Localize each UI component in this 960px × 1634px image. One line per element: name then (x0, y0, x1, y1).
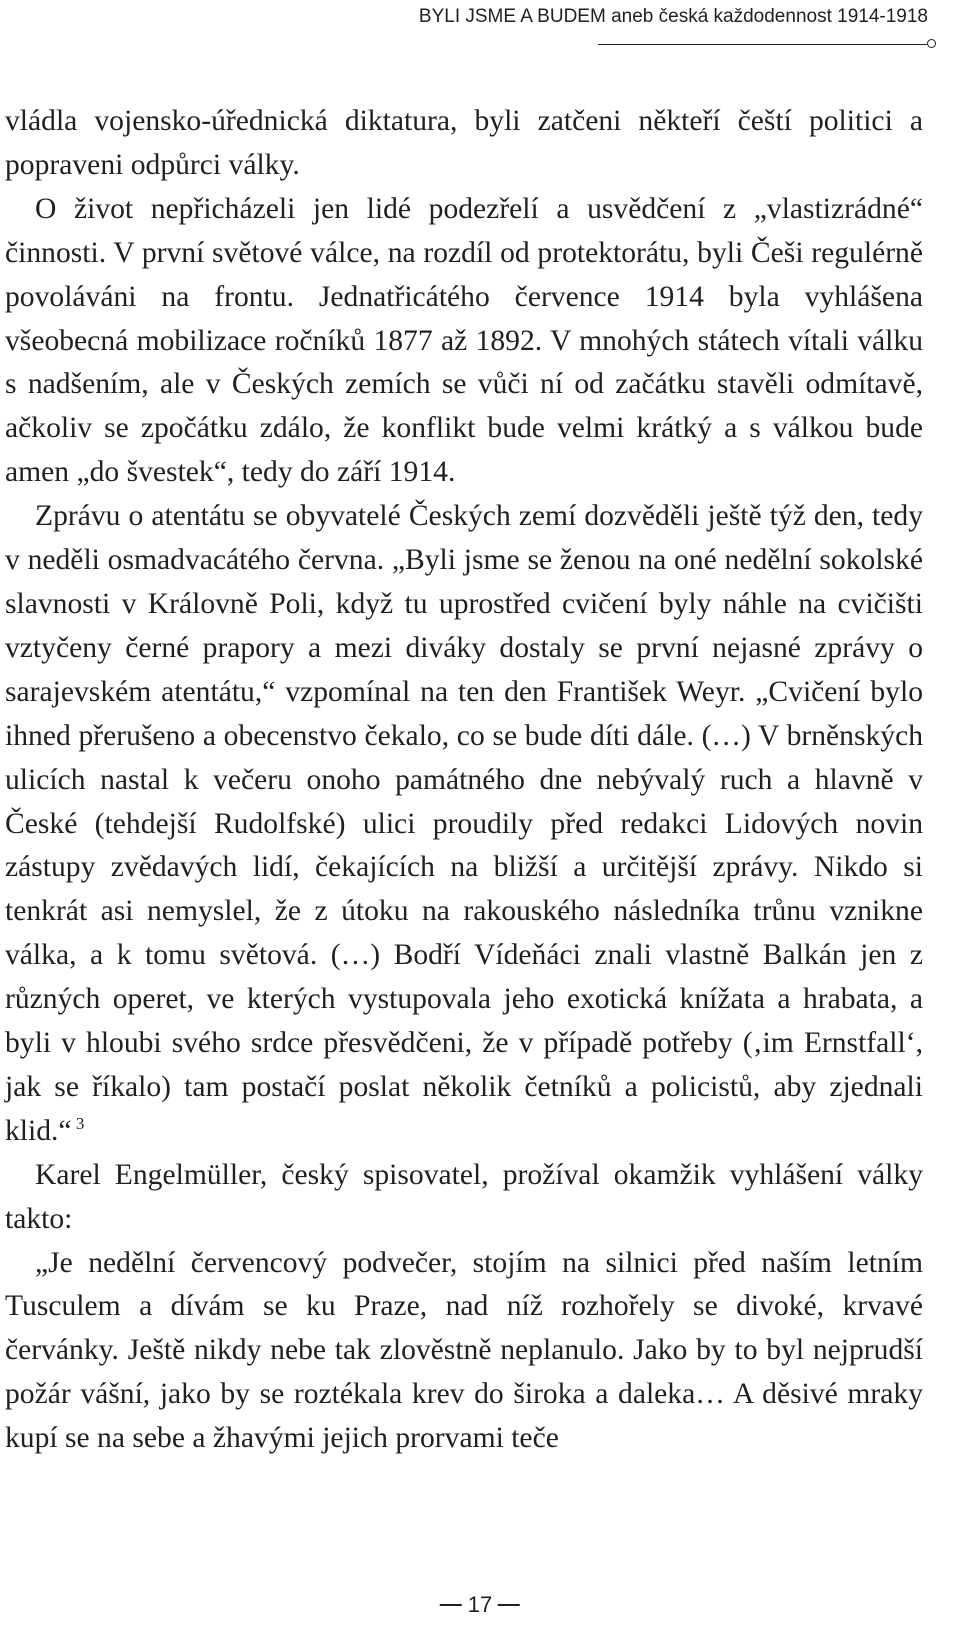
paragraph-3 (5, 495, 923, 1154)
page-number-group (440, 1592, 520, 1618)
header-ornament-dot (927, 39, 936, 48)
page-footer (0, 1592, 960, 1628)
paragraph-1: vládla vojensko-úřednická diktatura, byli zatčeni někteří čeští politici a popraveni odpůrci války. (5, 105, 923, 181)
paragraph-2: O život nepřicházeli jen lidé podezřelí a usvědčení z „vlastizrádné“ činnosti. V první světové válce, na rozdíl od protektorátu, byli Češi regulérně povoláváni na frontu. Jednatřicátého července 1914 byla vyhlášena všeobecná mobilizace ročníků 1877 až 1892. V mnohých státech vítali válku s nadšením, ale v Českých zemích se vůči ní od začátku stavěli odmítavě, ačkoliv se zpočátku zdálo, že konflikt bude velmi krátký a s válkou bude amen „do švestek“, tedy do září 1914. (5, 192, 923, 489)
paragraph-3-text: Zprávu o atentátu se obyvatelé Českých zemí dozvěděli ještě týž den, tedy v neděli osmadvacátého června. „Byli jsme se ženou na oné nedělní sokolské slavnosti v Královně Poli, když tu uprostřed cvičení byly náhle na cvičišti vztyčeny černé prapory a mezi diváky dostaly se první nejasné zprávy o sarajevském atentátu,“ vzpomínal na ten den František Weyr. „Cvičení bylo ihned přerušeno a obecenstvo čekalo, co se bude díti dále. (…) V brněnských ulicích nastal k večeru onoho památného dne nebývalý ruch a hlavně v České (tehdejší Rudolfské) ulici proudily před redakci Lidových novin zástupy zvědavých lidí, čekajících na bližší a určitější zprávy. Nikdo si tenkrát asi nemyslel, že z útoku na rakouského následníka trůnu vznikne válka, a k tomu světová. (…) Bodří Vídeňáci znali vlastně Balkán jen z různých operet, ve kterých vystupovala jeho exotická knížata a hrabata, a byli v hloubi svého srdce přesvědčeni, že v případě potřeby (‚im Ernstfall‘, jak se říkalo) tam postačí poslat několik četníků a policistů, aby zjednali klid.“ (5, 500, 923, 1147)
footnote-number: 3 (75, 1113, 85, 1133)
running-header (0, 0, 960, 60)
page-number-dash-left (440, 1604, 462, 1606)
text-body (5, 100, 923, 1461)
paragraph-4: Karel Engelmüller, český spisovatel, prožíval okamžik vyhlášení války takto: (5, 1158, 923, 1235)
paragraph-5-quote: „Je nedělní červencový podvečer, stojím na silnici před naším letním Tusculem a dívám se ku Praze, nad níž rozhořely se divoké, krvavé červánky. Ještě nikdy nebe tak zlověstně neplanulo. Jako by to byl nejprudší požár vášní, jako by se roztékala krev do široka a daleka… A děsivé mraky kupí se na sebe a žhavými jejich prorvami teče (5, 1246, 923, 1455)
page-number: 17 (467, 1592, 493, 1617)
page-number-dash-right (498, 1604, 520, 1606)
header-rule (598, 44, 928, 45)
footnote-marker[interactable] (72, 1114, 85, 1133)
running-header-title: BYLI JSME A BUDEM aneb česká každodennost 1914-1918 (418, 6, 928, 27)
